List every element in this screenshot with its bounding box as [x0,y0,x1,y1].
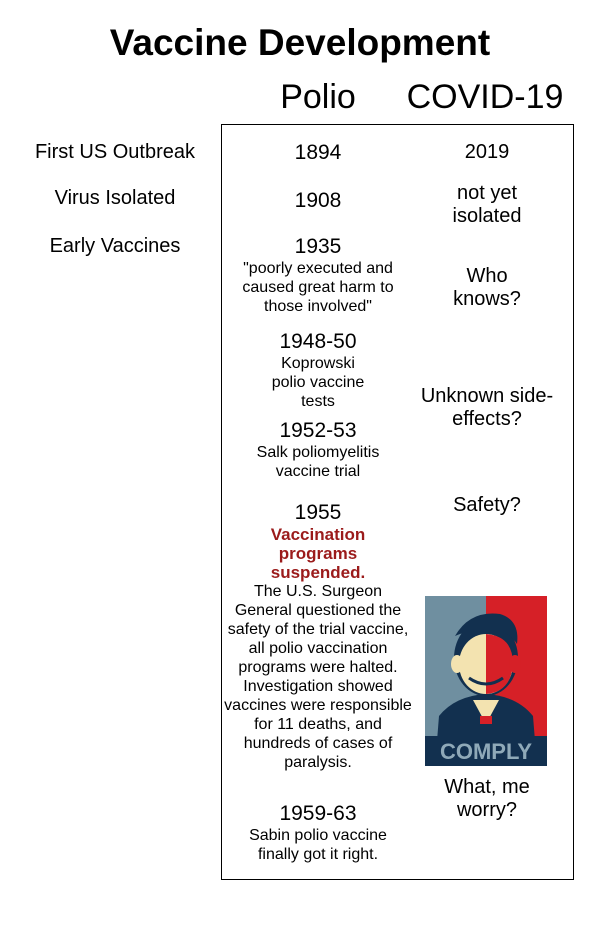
event-year: 1959-63 [279,802,357,825]
covid-note: What, me worry? [444,776,530,821]
poster-text: COMPLY [439,739,533,764]
covid-isolated: not yet isolated [452,182,522,227]
polio-event [222,235,414,330]
polio-event [222,330,414,419]
covid-note: Unknown side-effects? [420,385,554,430]
row-label-isolated: Virus Isolated [54,187,176,209]
event-year: 1948-50 [279,330,357,353]
event-desc: Sabin polio vaccine finally got it right. [249,827,387,863]
covid-note: Who knows? [453,265,521,310]
polio-event [222,501,414,802]
covid-outbreak-year: 2019 [464,141,510,163]
column-header-covid: COVID-19 [406,78,564,116]
row-label-outbreak: First US Outbreak [34,141,196,163]
event-year: 1952-53 [279,419,357,442]
polio-event [222,802,414,872]
row-label-early-vaccines: Early Vaccines [49,235,181,257]
comply-poster-image [425,596,547,766]
page-title: Vaccine Development [109,22,491,63]
event-desc: Koprowski polio vaccine tests [271,355,365,410]
polio-isolated-year: 1908 [294,189,342,212]
event-highlight: Vaccination programs suspended. [270,525,366,582]
column-header-polio: Polio [280,78,356,116]
event-desc: Salk poliomyelitis vaccine trial [256,444,380,480]
event-desc: The U.S. Surgeon General questioned the safety of the trial vaccine, all polio vaccination programs were halted. Investigation showed vaccines were responsible for 11 deaths, and hundreds of cases of paralysis. [224,583,412,771]
event-year: 1935 [294,235,342,258]
polio-event [222,419,414,501]
polio-outbreak-year: 1894 [294,141,342,164]
polio-events-column [222,235,414,872]
covid-note: Safety? [453,494,521,516]
event-desc: "poorly executed and caused great harm to those involved" [242,260,394,315]
event-year: 1955 [294,501,342,524]
